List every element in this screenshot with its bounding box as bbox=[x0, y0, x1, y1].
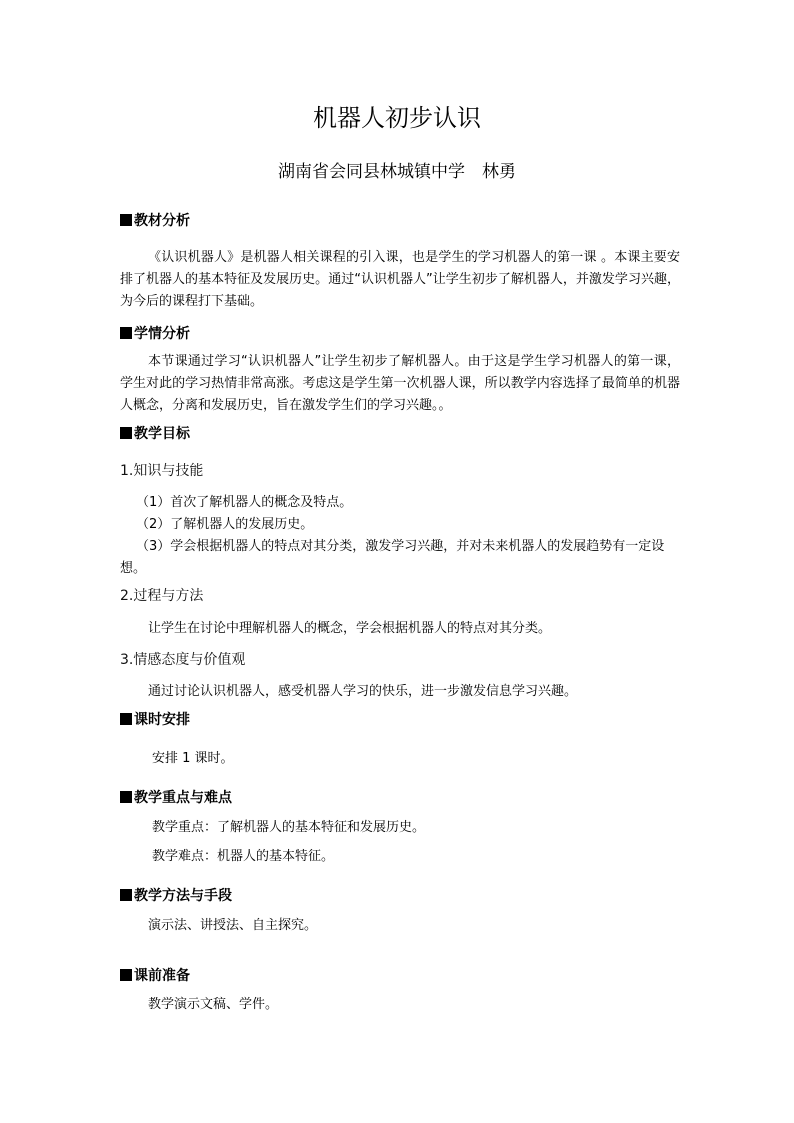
schedule-text: 安排 1 课时。 bbox=[152, 751, 234, 766]
goal-knowledge-title: 1.知识与技能 bbox=[120, 463, 204, 479]
square-bullet-icon bbox=[120, 427, 132, 439]
heading-text: 教学目标 bbox=[134, 426, 190, 442]
teaching-difficulty-text: 教学难点：机器人的基本特征。 bbox=[152, 849, 335, 864]
heading-text: 教学重点与难点 bbox=[134, 790, 232, 806]
square-bullet-icon bbox=[120, 889, 132, 901]
heading-text: 课时安排 bbox=[134, 712, 190, 728]
square-bullet-icon bbox=[120, 214, 132, 226]
square-bullet-icon bbox=[120, 969, 132, 981]
section-heading-students bbox=[120, 324, 190, 344]
textbook-analysis-text: 《认识机器人》是机器人相关课程的引入课，也是学生的学习机器人的第一课 。本课主要安排了机器人的基本特征及发展历史。通过“认识机器人”让学生初步了解机器人，并激发学习兴趣，为今后的课程打下基础。 bbox=[120, 250, 680, 309]
heading-text: 学情分析 bbox=[134, 326, 190, 342]
goal-knowledge-item-3: （3）学会根据机器人的特点对其分类，激发学习兴趣，并对未来机器人的发展趋势有一定设想。 bbox=[120, 539, 665, 576]
heading-text: 教学方法与手段 bbox=[134, 888, 232, 904]
section-heading-methods bbox=[120, 886, 232, 906]
section-heading-keypoints bbox=[120, 788, 232, 808]
section-heading-textbook bbox=[120, 211, 190, 231]
goal-knowledge-item-2 bbox=[120, 514, 680, 536]
methods-text: 演示法、讲授法、自主探究。 bbox=[148, 918, 318, 933]
square-bullet-icon bbox=[120, 713, 132, 725]
heading-text: 教材分析 bbox=[134, 213, 190, 229]
goal-knowledge-item-1 bbox=[120, 492, 680, 514]
list-item: （1）首次了解机器人的概念及特点。 bbox=[136, 495, 353, 510]
square-bullet-icon bbox=[120, 327, 132, 339]
student-analysis-text: 本节课通过学习“认识机器人”让学生初步了解机器人。由于这是学生学习机器人的第一课，学生对此的学习热情非常高涨。考虑这是学生第一次机器人课，所以教学内容选择了最简单的机器人概念，分离和发展历史，旨在激发学生们的学习兴趣。。 bbox=[120, 354, 680, 413]
section-heading-prep bbox=[120, 966, 190, 986]
section-heading-schedule bbox=[120, 710, 190, 730]
list-item: （2）了解机器人的发展历史。 bbox=[136, 517, 314, 532]
goal-attitude-title: 3.情感态度与价值观 bbox=[120, 652, 246, 668]
goal-process-title: 2.过程与方法 bbox=[120, 588, 204, 604]
heading-text: 课前准备 bbox=[134, 968, 190, 984]
document-title: 机器人初步认识 bbox=[313, 104, 481, 132]
author-line: 湖南省会同县林城镇中学 林勇 bbox=[278, 162, 516, 182]
goal-process-text: 让学生在讨论中理解机器人的概念，学会根据机器人的特点对其分类。 bbox=[148, 621, 552, 636]
square-bullet-icon bbox=[120, 791, 132, 803]
teaching-focus-text: 教学重点：了解机器人的基本特征和发展历史。 bbox=[152, 820, 426, 835]
prep-text: 教学演示文稿、学件。 bbox=[148, 997, 279, 1012]
goal-attitude-text: 通过讨论认识机器人，感受机器人学习的快乐，进一步激发信息学习兴趣。 bbox=[148, 684, 578, 699]
section-heading-goals bbox=[120, 424, 190, 444]
